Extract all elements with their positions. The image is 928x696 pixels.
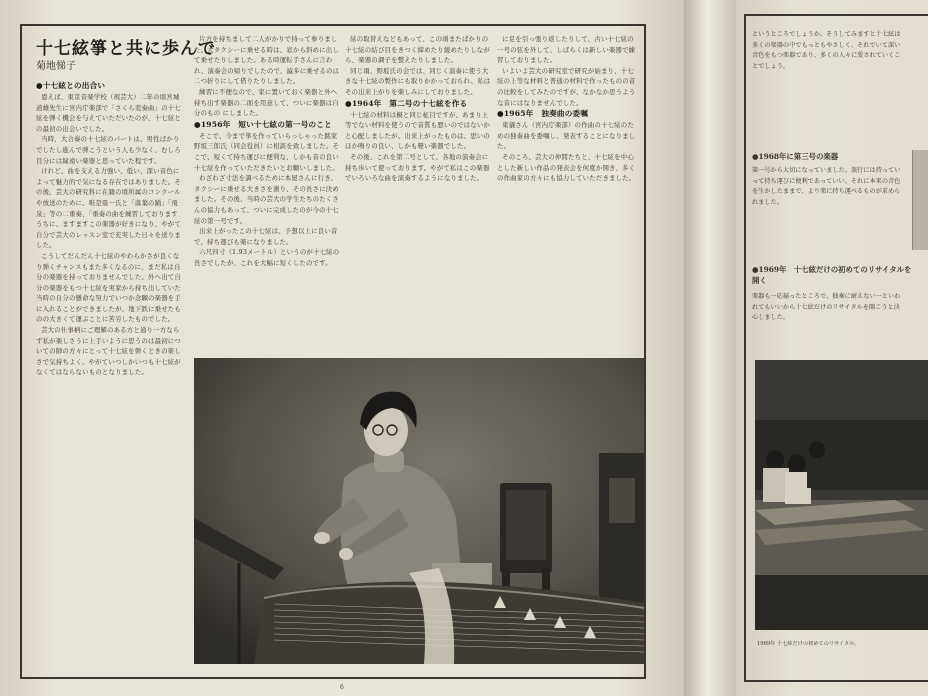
paragraph: 東儀さん（宮内庁楽部）の作曲の十七絃のための独奏曲を委嘱し、発表することになりました。 [497, 121, 636, 151]
paragraph: 恩えば、東京音楽学校（現芸大）二年の頃宮城道雄先生に宮内庁楽部で「さくら変奏曲」の十七絃を弾く機会を与えていただいたのが、十七絃との最初の出会いでした。 [36, 93, 181, 133]
page-gutter [684, 0, 736, 696]
paragraph: けれど、曲を支える力強い、低い、深い音色によって魅力的で気になる存在ではありました。その後、芸大の研究科に在籍の頃所属のコンクールや放送のために、唯是震一氏と「落葉の踊」「飛泉」等の二重奏、「重奏の曲を練習しておりますうちに、ますますこの楽器が好きになり、やがて自分で芸大のレッスン室で充実した日々を送りました。 [36, 167, 181, 250]
text-column-3 [345, 34, 493, 370]
paragraph: 同じ頃、野坂氏の会では、同じく演奏に使う大きな十七絃の製作にも取りかかっておられ、私はその出来上がりを楽しみにしておりました。 [345, 66, 491, 96]
paragraph: 芸大の仕事柄にご理解のある方と通り一方ならず私が楽しさうに上手いように思うのは最初についての師の方々にとって十七絃を弾くときの楽しさで気持ちよく、やがていつしかいつも十七絃がなくてはならないものとなりました。 [36, 326, 181, 377]
page-edge-tab [912, 150, 928, 250]
paragraph: 片方を持ちまして二人がかりで持って参りました。大タクシーに乗せる時は、窓から斜めに出して乗せたりしました。ある時運転手さんに言われ、演奏会の帰りでしたので、滅多に乗せるのは二つ折りにして借りたりしました。 [194, 35, 340, 86]
section-heading: ●1956年 短い十七絃の第一号のこと [194, 119, 332, 129]
paragraph: 六尺四寸（1.93メートル）というのが十七絃の長さでしたが、これを大幅に短くしたのです。 [194, 248, 340, 267]
right-text-block-3 [752, 292, 902, 352]
paragraph: 当時、大合奏の十七絃のパートは、男性ばかりでしたし進んで弾こうという人も少なく、むしろ目分には縁遠い楽器と思っていた程です。 [36, 135, 181, 165]
section-heading: ●1964年 第二号の十七絃を作る [345, 98, 468, 108]
section-heading: ●十七絃との出合い [36, 81, 106, 90]
recital-illustration [755, 360, 928, 630]
right-section-heading-1: ●1968年に第三号の楽器 [752, 152, 839, 161]
right-text-block-1 [752, 30, 902, 148]
article-title: 十七絃箏と共に歩んで [36, 39, 216, 59]
text-column-4 [497, 34, 639, 370]
paragraph: 出来上がったこの十七絃は、予想以上に良い音で、持ち運びも楽になりました。 [194, 227, 338, 246]
performer-photo [194, 358, 644, 664]
paragraph: 絃の取替えなどもあって、この頃またばかりの十七絃の結び目をきつく締めたり緩めたりしながら、楽器の調子を整えたりしました。 [345, 35, 490, 65]
right-text-block-2 [752, 166, 902, 258]
photo-caption: 1969年 十七絃だけの初めてのリサイタル。 [757, 641, 860, 647]
paragraph: に足を引っ張り返したりして、古い十七絃の一号の弦を外して、しばらくは新しい楽器で練習しておりました。 [497, 35, 636, 65]
recital-photo [755, 360, 928, 630]
paragraph: そこで、今まで箏を作っていらっしゃった銘家野坂三郎氏（同会役員）に相談を致しました。そこで、短くて持ち運びに便利な、しかも音の良い十七絃を作っていただきたいとお願いしました。 [194, 131, 339, 172]
paragraph: 第一号から大切になっていました。旅行には持っていって持ち運びに便利であっていい、それに本来の音色を生かしたままで、より楽に持ち運べるものが求められました。 [752, 167, 901, 206]
paragraph: いよいよ芸大の研究室で研究が始まり、十七絃の上等な材料と普通の材料で作ったものの音の比較をしてみたのですが、なかなか思うような音にはなりませんでした。 [497, 66, 636, 107]
text-column-2 [194, 34, 342, 370]
page-number: 6 [340, 684, 344, 691]
section-heading: ●1965年 独奏曲の委嘱 [497, 109, 589, 119]
photo-illustration [194, 358, 644, 664]
paragraph: その後、これを第二号として、各地の演奏会に持ち歩いて使っております。やがて私はこの楽器でいろいろな曲を演奏するようになりました。 [345, 152, 490, 183]
paragraph: 楽器も一応揃ったところで、独奏に耐えない一といわれてもいいから十七絃だけのリサイタルを開こうと決心しました。 [752, 293, 901, 322]
paragraph: 十七絃の材料は桐と同じ柾目ですが、あまり上等でない材料を使うので音質も悪いのではないかと心配しましたが、出来上がったものは、思いのほか鳴りの良い、しかも軽い楽器でした。 [345, 110, 490, 151]
paragraph: こうしてだんだん十七絃のやわらかさが良くなり弾くチャンスもまた多くなるのに、まだ私は自分の楽器を持っておりませんでした。外へ出て自分の楽器をもつ十七絃を実家から持ち出していた当時の自分の懸命な努力でいつか念願の楽器を手に入れることができましたが、地下鉄に乗せたものの大きくて運ぶことに苦労したものでした。 [36, 251, 181, 324]
paragraph: 練習に不便なので、家に置いておく楽器と外へ持ち出す楽器の二面を用意して、ついに楽器は自分のもの にしました。 [194, 87, 339, 118]
paragraph: わざわざ寸法を調べるために本屋さんに行き、タクシーに乗せる大きさを測り、その長さに決めました。その後、当時の芸大の学生たちのたくさんの協力もあって、ついに完成したのが今の十七絃の第一号です。 [194, 174, 339, 225]
right-section-heading-2: ●1969年 十七絃だけの初めてのリサイタルを開く [752, 265, 912, 285]
article-author: 菊地悌子 [36, 61, 76, 72]
paragraph: というところでしょうか。そうしてみますと十七絃は多くの楽器の中でもっともやさしく、それでいて深い音色をもつ楽器であり、多くの人々に愛されていくことでしょう。 [752, 31, 901, 70]
paragraph: そのころ、芸大の仲間たちと、十七絃を中心とした新しい作品の発表会を何度か開き、多くの作曲家の方々にも協力していただきました。 [497, 152, 636, 183]
text-column-1 [36, 80, 184, 378]
